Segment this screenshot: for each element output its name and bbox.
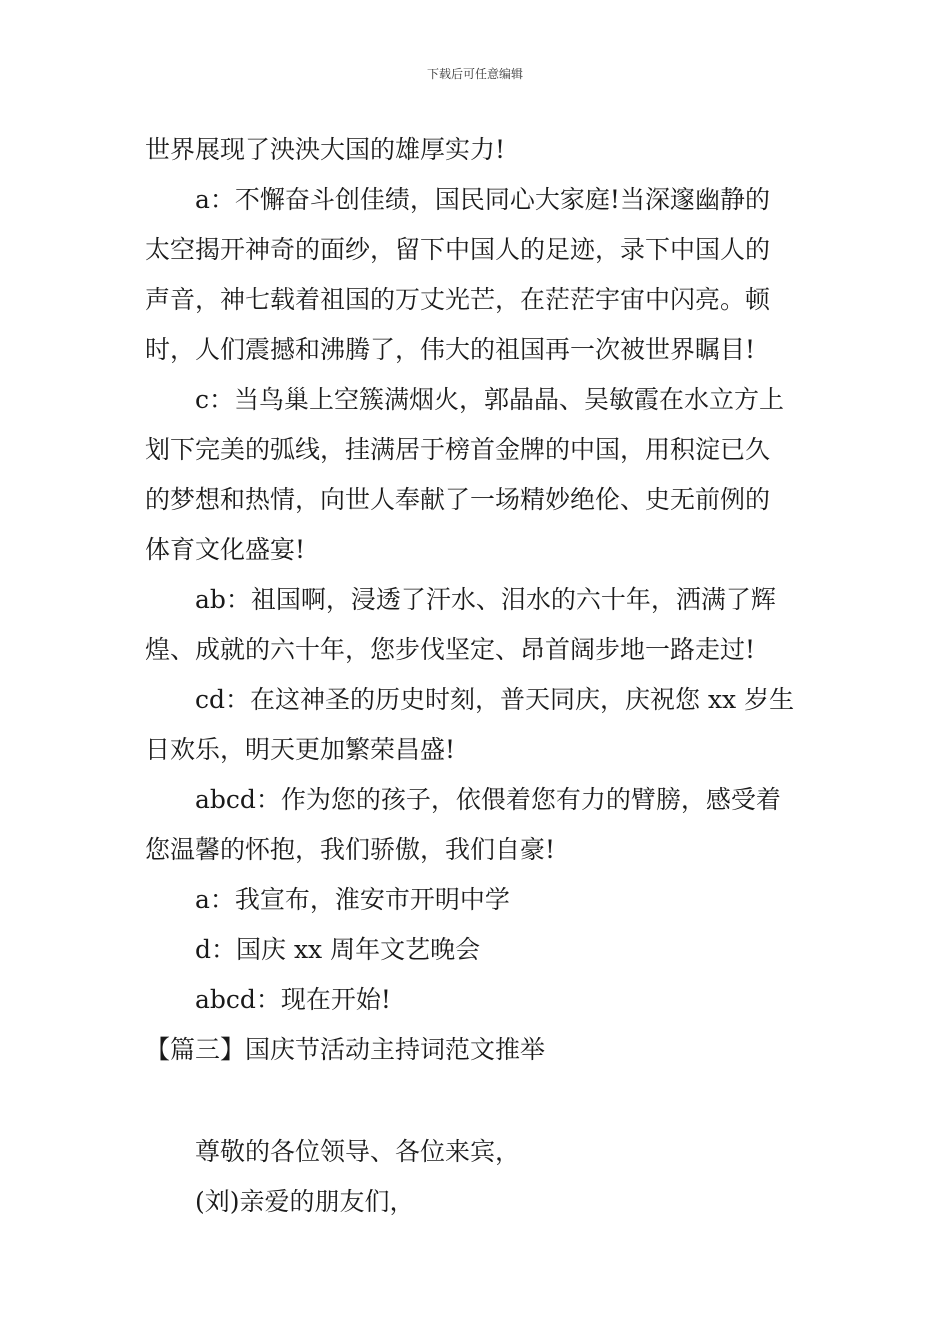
paragraph-line: 声音，神七载着祖国的万丈光芒，在茫茫宇宙中闪亮。顿 [145, 285, 771, 314]
paragraph-line: 时，人们震撼和沸腾了，伟大的祖国再一次被世界瞩目! [145, 335, 756, 364]
paragraph-line: 的梦想和热情，向世人奉献了一场精妙绝伦、史无前例的 [145, 485, 771, 514]
page-header: 下载后可任意编辑 [426, 67, 523, 81]
paragraph-line: cd：在这神圣的历史时刻，普天同庆，庆祝您 xx 岁生 [195, 685, 795, 714]
section-line: (刘)亲爱的朋友们， [195, 1187, 415, 1216]
paragraph-line: d：国庆 xx 周年文艺晚会 [195, 935, 481, 964]
paragraph-line: 划下完美的弧线，挂满居于榜首金牌的中国，用积淀已久 [145, 435, 771, 464]
paragraph-line: c：当鸟巢上空簇满烟火，郭晶晶、吴敏霞在水立方上 [195, 385, 785, 414]
paragraph-line: 体育文化盛宴! [145, 535, 306, 564]
paragraph-line: 煌、成就的六十年，您步伐坚定、昂首阔步地一路走过! [145, 635, 756, 664]
paragraph-line: a：不懈奋斗创佳绩，国民同心大家庭!当深邃幽静的 [195, 185, 770, 214]
document-body [145, 125, 810, 1227]
paragraph-line: ab：祖国啊，浸透了汗水、泪水的六十年，洒满了辉 [195, 585, 776, 614]
paragraph-line: 太空揭开神奇的面纱，留下中国人的足迹，录下中国人的 [145, 235, 771, 264]
section-line: 尊敬的各位领导、各位来宾， [195, 1137, 521, 1166]
paragraph-line: 日欢乐，明天更加繁荣昌盛! [145, 735, 456, 764]
paragraph-line: 世界展现了泱泱大国的雄厚实力! [145, 135, 506, 164]
paragraph-line: 您温馨的怀抱，我们骄傲，我们自豪! [145, 835, 556, 864]
paragraph-line: abcd：现在开始! [195, 985, 391, 1014]
paragraph-line: abcd：作为您的孩子，依偎着您有力的臂膀，感受着 [195, 785, 781, 814]
section-heading: 【篇三】国庆节活动主持词范文推举 [145, 1035, 546, 1064]
paragraph-line: a：我宣布，淮安市开明中学 [195, 885, 510, 914]
section-spacer [145, 1075, 810, 1127]
